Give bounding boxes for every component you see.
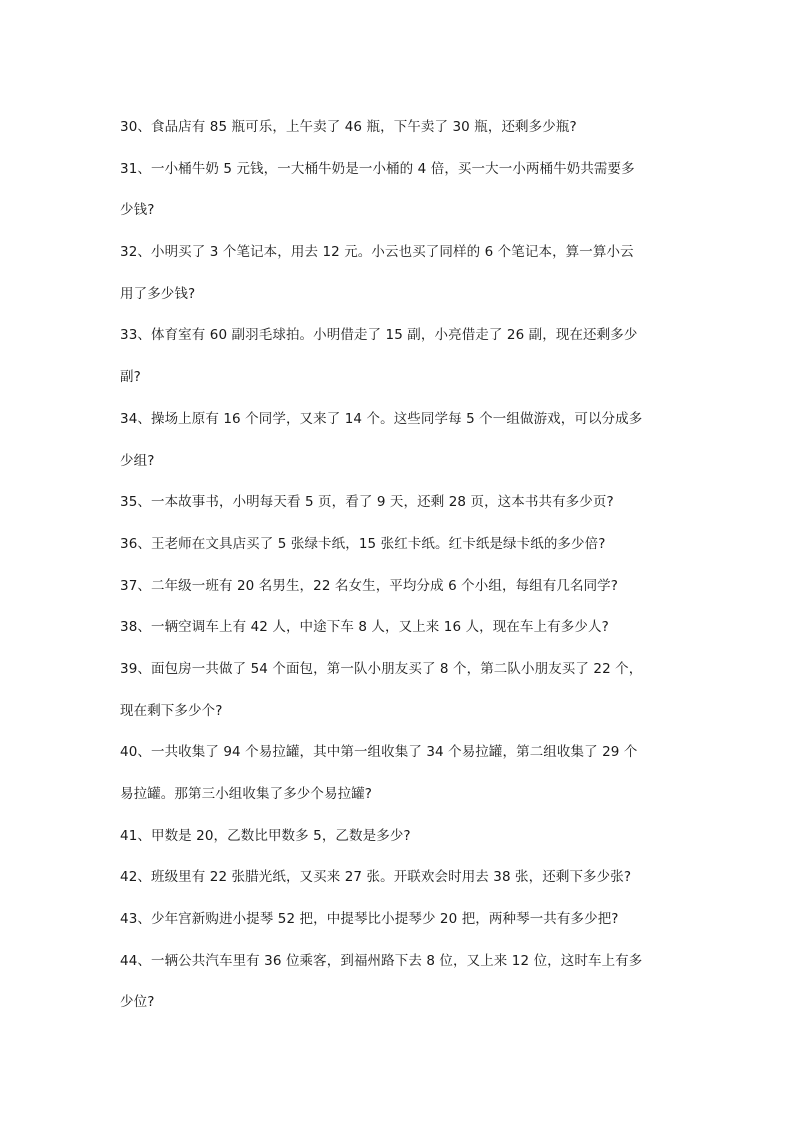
problem-31-line-2: 少钱? [120,202,155,219]
problem-41-line: 41、甲数是 20，乙数比甲数多 5，乙数是多少? [120,827,411,844]
problem-30-line: 30、食品店有 85 瓶可乐，上午卖了 46 瓶，下午卖了 30 瓶，还剩多少瓶? [120,119,577,135]
problem-list [120,107,680,1024]
problem-39-line-1: 39、面包房一共做了 54 个面包，第一队小朋友买了 8 个，第二队小朋友买了 22 个， [120,660,643,677]
problem-32-line-1: 32、小明买了 3 个笔记本，用去 12 元。小云也买了同样的 6 个笔记本，算一算小云 [120,244,634,261]
problem-40-line-2: 易拉罐。那第三小组收集了多少个易拉罐? [120,786,373,802]
problem-40-line-1: 40、一共收集了 94 个易拉罐，其中第一组收集了 34 个易拉罐，第二组收集了 29 个 [120,744,638,761]
problem-44-line-2: 少位? [120,994,155,1011]
problem-38-line: 38、一辆空调车上有 42 人，中途下车 8 人，又上来 16 人，现在车上有多少人? [120,619,609,636]
problem-31-line-1: 31、一小桶牛奶 5 元钱，一大桶牛奶是一小桶的 4 倍，买一大一小两桶牛奶共需要多 [120,160,635,177]
problem-44-line-1: 44、一辆公共汽车里有 36 位乘客，到福州路下去 8 位，又上来 12 位，这时车上有多 [120,952,643,969]
problem-42-line: 42、班级里有 22 张腊光纸，又买来 27 张。开联欢会时用去 38 张，还剩下多少张? [120,869,632,886]
problem-34-line-2: 少组? [120,452,155,469]
problem-36-line: 36、王老师在文具店买了 5 张绿卡纸，15 张红卡纸。红卡纸是绿卡纸的多少倍? [120,535,606,552]
problem-33-line-1: 33、体育室有 60 副羽毛球拍。小明借走了 15 副，小亮借走了 26 副，现在还剩多少 [120,327,638,344]
problem-39-line-2: 现在剩下多少个? [120,702,223,719]
problem-35-line: 35、一本故事书，小明每天看 5 页，看了 9 天，还剩 28 页，这本书共有多少页? [120,494,614,511]
problem-32-line-2: 用了多少钱? [120,285,196,302]
problem-43-line: 43、少年宫新购进小提琴 52 把，中提琴比小提琴少 20 把，两种琴一共有多少把? [120,911,619,928]
problem-33-line-2: 副? [120,369,141,386]
problem-37-line: 37、二年级一班有 20 名男生，22 名女生，平均分成 6 个小组，每组有几名同学? [120,577,619,594]
problem-34-line-1: 34、操场上原有 16 个同学，又来了 14 个。这些同学每 5 个一组做游戏，可以分成多 [120,410,643,427]
